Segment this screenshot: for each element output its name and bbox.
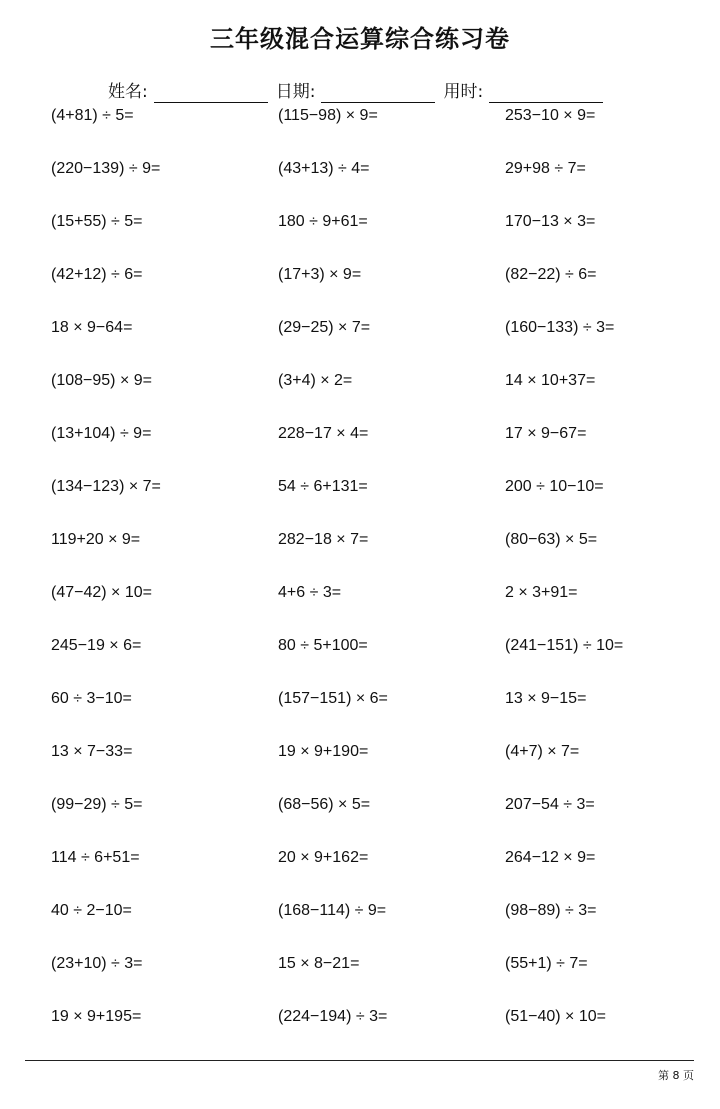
problem-item: 15 × 8−21= [278,955,360,972]
name-label: 姓名: [108,82,148,102]
problem-item: 2 × 3+91= [505,584,578,601]
problem-item: 14 × 10+37= [505,372,596,389]
problem-item: 13 × 7−33= [51,743,133,760]
problem-item: (241−151) ÷ 10= [505,637,624,654]
problem-item: 114 ÷ 6+51= [51,849,140,866]
problem-item: (23+10) ÷ 3= [51,955,143,972]
problem-item: (47−42) × 10= [51,584,152,601]
problem-item: 207−54 ÷ 3= [505,796,595,813]
name-field [108,81,268,103]
problem-item: (115−98) × 9= [278,107,378,124]
problem-item: 253−10 × 9= [505,107,596,124]
problem-item: 170−13 × 3= [505,213,596,230]
problem-item: (17+3) × 9= [278,266,362,283]
problem-item: (80−63) × 5= [505,531,598,548]
problem-item: (15+55) ÷ 5= [51,213,143,230]
problem-item: 119+20 × 9= [51,531,141,548]
time-label: 用时: [443,82,484,102]
problem-item: 17 × 9−67= [505,425,587,442]
date-blank [321,84,435,103]
problem-grid [51,105,691,1059]
problem-item: (134−123) × 7= [51,478,161,495]
problem-item: 282−18 × 7= [278,531,369,548]
page-number: 第 8 页 [658,1069,694,1082]
problem-item: (3+4) × 2= [278,372,353,389]
problem-item: (82−22) ÷ 6= [505,266,597,283]
date-label: 日期: [275,82,316,102]
problem-item: 40 ÷ 2−10= [51,902,132,919]
problem-item: (98−89) ÷ 3= [505,902,597,919]
date-field [276,81,436,103]
time-blank [489,84,603,103]
problem-item: (51−40) × 10= [505,1008,606,1025]
problem-item: (4+7) × 7= [505,743,580,760]
problem-item: (4+81) ÷ 5= [51,107,134,124]
problem-item: 4+6 ÷ 3= [278,584,342,601]
time-field [443,81,603,103]
problem-item: 29+98 ÷ 7= [505,160,586,177]
problem-item: (29−25) × 7= [278,319,371,336]
problem-item: (43+13) ÷ 4= [278,160,370,177]
footer-divider [25,1060,694,1061]
problem-item: (160−133) ÷ 3= [505,319,615,336]
problem-item: 18 × 9−64= [51,319,133,336]
problem-item: (68−56) × 5= [278,796,371,813]
problem-item: 80 ÷ 5+100= [278,637,368,654]
page-title: 三年级混合运算综合练习卷 [210,25,510,53]
problem-item: (168−114) ÷ 9= [278,902,387,919]
student-info-row [108,79,611,103]
name-blank [154,84,268,103]
problem-item: (224−194) ÷ 3= [278,1008,388,1025]
problem-item: 264−12 × 9= [505,849,596,866]
problem-item: 19 × 9+190= [278,743,369,760]
problem-item: (108−95) × 9= [51,372,152,389]
problem-item: (42+12) ÷ 6= [51,266,143,283]
problem-item: (157−151) × 6= [278,690,388,707]
problem-item: 180 ÷ 9+61= [278,213,368,230]
problem-item: 200 ÷ 10−10= [505,478,604,495]
problem-item: 20 × 9+162= [278,849,369,866]
problem-item: 19 × 9+195= [51,1008,142,1025]
problem-item: 245−19 × 6= [51,637,142,654]
problem-item: 54 ÷ 6+131= [278,478,368,495]
problem-item: 60 ÷ 3−10= [51,690,132,707]
problem-item: 228−17 × 4= [278,425,369,442]
problem-item: (99−29) ÷ 5= [51,796,143,813]
problem-item: (55+1) ÷ 7= [505,955,588,972]
problem-item: (220−139) ÷ 9= [51,160,161,177]
problem-item: 13 × 9−15= [505,690,587,707]
problem-item: (13+104) ÷ 9= [51,425,152,442]
